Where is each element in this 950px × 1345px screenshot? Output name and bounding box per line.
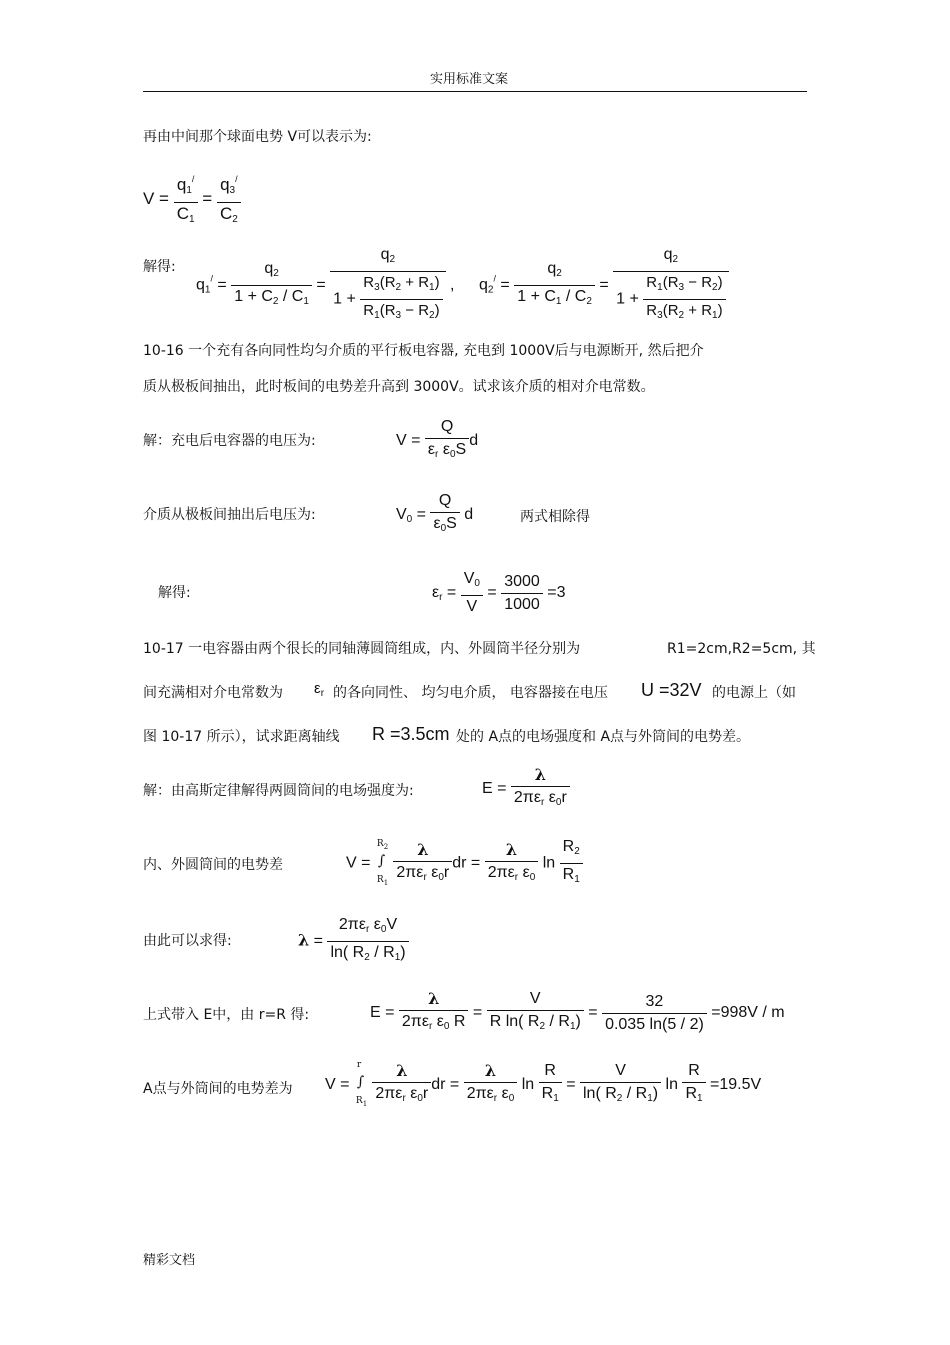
- solution-10-17-label-b: 内、外圆筒间的电势差: [143, 857, 283, 873]
- problem-10-17-line2b: 的各向同性、 均匀电介质， 电容器接在电压: [333, 685, 608, 701]
- problem-10-16-line2: 质从极板间抽出，此时板间的电势差升高到 3000V。试求该介质的相对介电常数。: [143, 379, 655, 395]
- header-divider: [143, 91, 807, 92]
- value-result-998: =998V / m: [711, 1004, 785, 1022]
- problem-10-17-line3a: 图 10-17 所示），试求距离轴线: [143, 729, 340, 745]
- solution-10-16-label-d: 解得:: [158, 585, 191, 601]
- equation-v0: $V_0$ = $\frac{Q}{\varepsilon_0S}$ d: [396, 490, 473, 540]
- solution-10-17-label-c: 由此可以求得:: [143, 933, 232, 949]
- problem-10-17-line1: 10-17 一电容器由两个很长的同轴薄圆筒组成，内、外圆筒半径分别为: [143, 641, 581, 657]
- equation-v-with-dielectric: V = $\frac{Q}{\varepsilon_r \varepsilon_0S}$ d: [396, 416, 478, 466]
- solution-10-16-label-b: 介质从极板间抽出后电压为:: [143, 507, 316, 523]
- value-result-3: =3: [547, 584, 566, 602]
- solution-10-16-label-c: 两式相除得: [520, 509, 590, 525]
- value-radius-R: R =3.5cm: [372, 724, 450, 744]
- equation-q2-prime: $q_2^/$ = $\frac{q_2}{1 + C_1 / C_2}$ = $q_2$ 1 + $\frac{R_1(R_3 - R_2)}{R_3(R_2 + R_1)}$: [479, 244, 729, 327]
- problem-10-16-line1: 10-16 一个充有各向同性均匀介质的平行板电容器, 充电到 1000V后与电源断开, 然后把介: [143, 343, 704, 359]
- value-voltage-U: U =32V: [641, 680, 702, 700]
- symbol-epsilon-r: $\varepsilon_r$: [314, 680, 325, 699]
- page-footer: 精彩文档: [143, 1253, 196, 1268]
- equation-potential-difference: V = $R_2$ ∫ $R_1$ λ $2\pi\varepsilon_r$ $\varepsilon_0r$ dr = λ $2\pi\varepsilon_r$ $\varepsilon_0$ ln $\frac{R_2}{R_1}$: [346, 836, 583, 891]
- equation-e-at-r: E = λ $2\pi\varepsilon_r$ $\varepsilon_0$ R = $\frac{V}{R \ln( R_2 / R_1)}$ = $\frac{32}{0.035 \ln(5 / 2)}$ =998V / m: [370, 988, 785, 1038]
- problem-10-17-radii: R1=2cm,R2=5cm, 其: [667, 641, 816, 657]
- value-denominator: 0.035 ln(5 / 2): [602, 1013, 707, 1036]
- equation-e-field: E = λ $2\pi\varepsilon_r$ $\varepsilon_0r$: [482, 764, 570, 814]
- text-label: 解得:: [143, 259, 176, 275]
- solution-10-17-label-d: 上式带入 E中，由 r=R 得:: [143, 1007, 310, 1023]
- problem-10-17-line2c: 的电源上（如: [712, 685, 796, 701]
- problem-10-17-line3b: 处的 A点的电场强度和 A点与外筒间的电势差。: [456, 729, 751, 745]
- equation-q1-prime: $q_1^/$ = $\frac{q_2}{1 + C_2 / C_1}$ = $q_2$ 1 + $\frac{R_3(R_2 + R_1)}{R_1(R_3 - R_2)}$ ,: [196, 244, 454, 327]
- equation-epsilon-r: $\varepsilon_r$ = $\frac{V_0}{V}$ = $\frac{3000}{1000}$ =3: [432, 568, 565, 618]
- page-header: 实用标准文案: [430, 72, 509, 87]
- text-paragraph: 再由中间那个球面电势 V可以表示为:: [143, 129, 372, 145]
- problem-10-17-line2a: 间充满相对介电常数为: [143, 685, 283, 701]
- solution-10-17-label-a: 解：由高斯定律解得两圆筒间的电场强度为:: [143, 783, 414, 799]
- equation-v-sphere: V = $\frac{q_1^/}{C_1}$ = $\frac{q_3^/}{C_2}$: [143, 168, 241, 231]
- solution-10-17-label-e: A点与外筒间的电势差为: [143, 1081, 293, 1097]
- solution-10-16-label-a: 解：充电后电容器的电压为:: [143, 433, 316, 449]
- value-32: 32: [645, 992, 664, 1010]
- value-3000: 3000: [504, 572, 540, 590]
- equation-potential-a: V = r ∫ $R_1$ λ $2\pi\varepsilon_r$ $\varepsilon_0r$ dr = λ $2\pi\varepsilon_r$ $\varepsilon_0$ ln $\frac{R}{R_1}$ = $\frac{V}{\ln( R_2 / R_1)}$ ln $\frac{R}{R_1}$ =19.5V: [325, 1060, 762, 1108]
- value-1000: 1000: [501, 593, 543, 616]
- equation-lambda: λ = $2\pi\varepsilon_r$ $\varepsilon_0V$ ln( $R_2 / R_1$): [298, 914, 409, 969]
- value-result-19-5: =19.5V: [710, 1076, 762, 1094]
